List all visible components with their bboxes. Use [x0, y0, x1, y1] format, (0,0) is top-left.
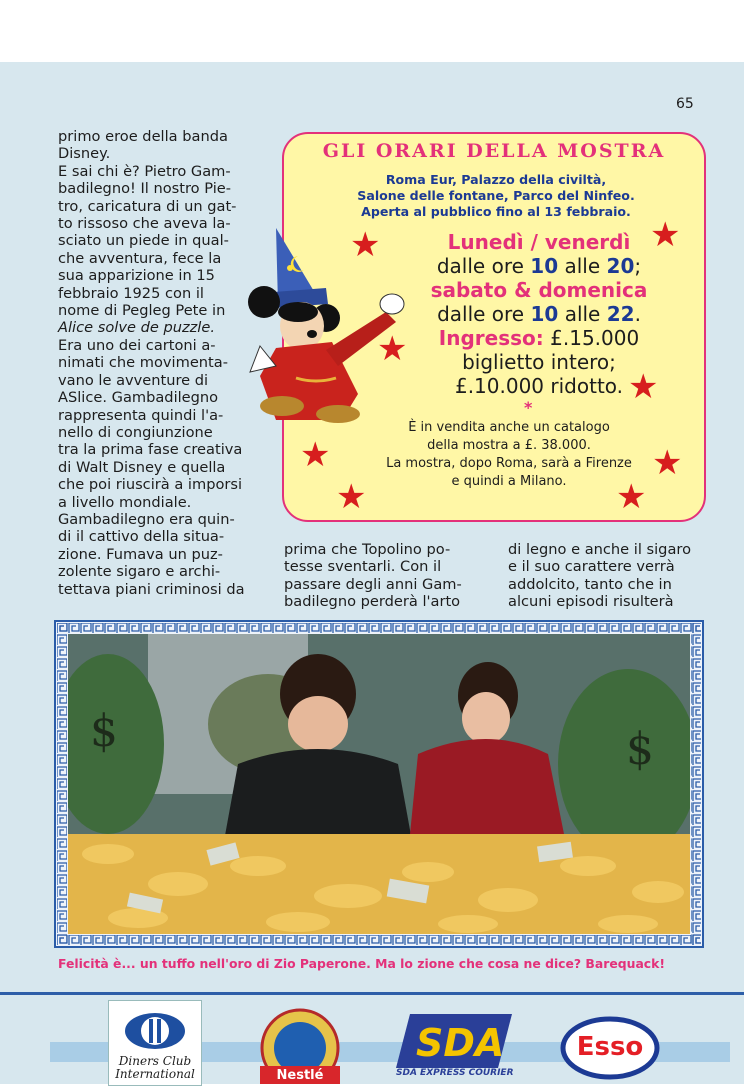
- text-line: badilegno perderà l'arto: [284, 593, 461, 611]
- text-line: ASlice. Gambadilegno: [58, 389, 219, 407]
- page-number: 65: [676, 96, 694, 112]
- text-line: tettava piani criminosi da: [58, 580, 245, 598]
- article-column-3: [508, 541, 704, 611]
- dollar-sign: $: [90, 706, 118, 757]
- alle-text: alle: [564, 302, 601, 326]
- weekday-open: 10: [530, 254, 559, 278]
- text-line: badilegno! Il nostro Pie-: [58, 180, 232, 198]
- full-label: biglietto intero;: [462, 350, 616, 374]
- text-line: to rissoso che aveva la-: [58, 215, 231, 233]
- sda-text: SDA EXPRESS COURIER: [396, 1068, 514, 1078]
- box-intro: [324, 172, 668, 220]
- star-icon: ★: [628, 367, 659, 407]
- diners-line: Diners Club: [118, 1054, 192, 1068]
- star-icon: ★: [652, 443, 683, 483]
- intro-line: Aperta al pubblico fino al 13 febbraio.: [361, 204, 631, 219]
- text-line: passare degli anni Gam-: [284, 575, 462, 593]
- star-icon: ★: [616, 477, 647, 517]
- foot-line: e quindi a Milano.: [451, 474, 567, 489]
- punct: .: [634, 302, 641, 326]
- weekday-hours: [404, 254, 674, 278]
- dollar-sign: $: [626, 724, 654, 775]
- diners-club-icon: [109, 1001, 201, 1051]
- text-line: di il cattivo della situa-: [58, 528, 225, 546]
- weekday-close: 20: [606, 254, 635, 278]
- weekdays-label: Lunedì / venerdì: [447, 230, 631, 254]
- nestle-text: Nestlé: [276, 1068, 324, 1083]
- photo-scene: [68, 634, 690, 934]
- text-line: rappresenta quindi l'a-: [58, 406, 224, 424]
- photo-frame: [54, 620, 704, 948]
- text-line: tesse sventarli. Con il: [284, 558, 442, 576]
- star-icon: ★: [650, 215, 681, 255]
- star-icon: ★: [300, 435, 331, 475]
- nestle-disney-logo: [254, 1004, 346, 1084]
- dalle-text: dalle ore: [437, 302, 525, 326]
- foot-line: È in vendita anche un catalogo: [408, 420, 610, 435]
- text-line: E sai chi è? Pietro Gam-: [58, 162, 231, 180]
- text-line: Era uno dei cartoni a-: [58, 336, 216, 354]
- price-full: £.15.000: [550, 326, 640, 350]
- text-line: nome di Pegleg Pete in: [58, 302, 226, 320]
- star-icon: ★: [336, 477, 367, 517]
- text-line: nimati che movimenta-: [58, 354, 228, 372]
- text-line: prima che Topolino po-: [284, 541, 451, 558]
- divider-rule: [0, 992, 744, 995]
- text-line: primo eroe della banda: [58, 128, 228, 145]
- dalle-text: dalle ore: [436, 254, 524, 278]
- intro-line: Roma Eur, Palazzo della civiltà,: [385, 172, 607, 187]
- esso-logo: [560, 1016, 660, 1080]
- text-line: zolente sigaro e archi-: [58, 563, 221, 581]
- text-line: di legno e anche il sigaro: [508, 541, 691, 558]
- text-line: Disney.: [58, 145, 111, 163]
- diners-club-logo: [108, 1000, 202, 1086]
- price-reduced: £.10.000 ridotto.: [454, 374, 624, 398]
- photo-caption: Felicità è... un tuffo nell'oro di Zio Paperone. Ma lo zione che cosa ne dice? Barequack!: [58, 956, 666, 971]
- text-line: vano le avventure di: [58, 371, 209, 389]
- mickey-sorcerer-illustration: [246, 216, 412, 430]
- text-line: di Walt Disney e quella: [58, 458, 226, 476]
- text-line: zione. Fumava un puz-: [58, 545, 223, 563]
- ingresso-label: Ingresso:: [438, 326, 544, 350]
- svg-text:SDA: SDA: [416, 1021, 505, 1065]
- text-line-title: Alice solve de puzzle.: [58, 319, 215, 337]
- sda-courier-logo: [396, 1012, 512, 1084]
- weekend-close: 22: [606, 302, 635, 326]
- text-line: alcuni episodi risulterà: [508, 593, 674, 611]
- text-line: nello di congiunzione: [58, 423, 213, 441]
- foot-line: La mostra, dopo Roma, sarà a Firenze: [386, 456, 632, 471]
- alle-text: alle: [564, 254, 601, 278]
- weekend-label: sabato & domenica: [430, 278, 648, 302]
- price-full-line: [404, 326, 674, 350]
- sda-icon: [396, 1012, 512, 1068]
- text-line: che avventura, fece la: [58, 249, 222, 267]
- weekend-hours: [404, 302, 674, 326]
- text-line: e il suo carattere verrà: [508, 558, 675, 576]
- weekend-open: 10: [530, 302, 559, 326]
- text-line: sciato un piede in qual-: [58, 232, 229, 250]
- text-line: Gambadilegno era quin-: [58, 510, 235, 528]
- punct: ;: [634, 254, 642, 278]
- text-line: tro, caricatura di un gat-: [58, 197, 237, 215]
- asterisk-divider: *: [524, 398, 533, 417]
- text-line: febbraio 1925 con il: [58, 284, 204, 302]
- intro-line: Salone delle fontane, Parco del Ninfeo.: [357, 188, 635, 203]
- diners-text: [109, 1055, 201, 1081]
- star-icon: ★: [377, 329, 408, 369]
- text-line: che poi riuscirà a imporsi: [58, 476, 243, 494]
- children-in-gold-photo: [68, 634, 690, 934]
- text-line: addolcito, tanto che in: [508, 575, 672, 593]
- text-line: sua apparizione in 15: [58, 267, 215, 285]
- text-line: a livello mondiale.: [58, 493, 192, 511]
- article-column-2: [284, 541, 484, 611]
- foot-line: della mostra a £. 38.000.: [427, 438, 591, 453]
- article-column-1: [58, 128, 254, 598]
- diners-line: International: [115, 1067, 195, 1081]
- star-icon: ★: [350, 225, 381, 265]
- box-title: GLI ORARI DELLA MOSTRA: [322, 140, 666, 162]
- esso-text: Esso: [576, 1032, 644, 1062]
- text-line: tra la prima fase creativa: [58, 441, 243, 459]
